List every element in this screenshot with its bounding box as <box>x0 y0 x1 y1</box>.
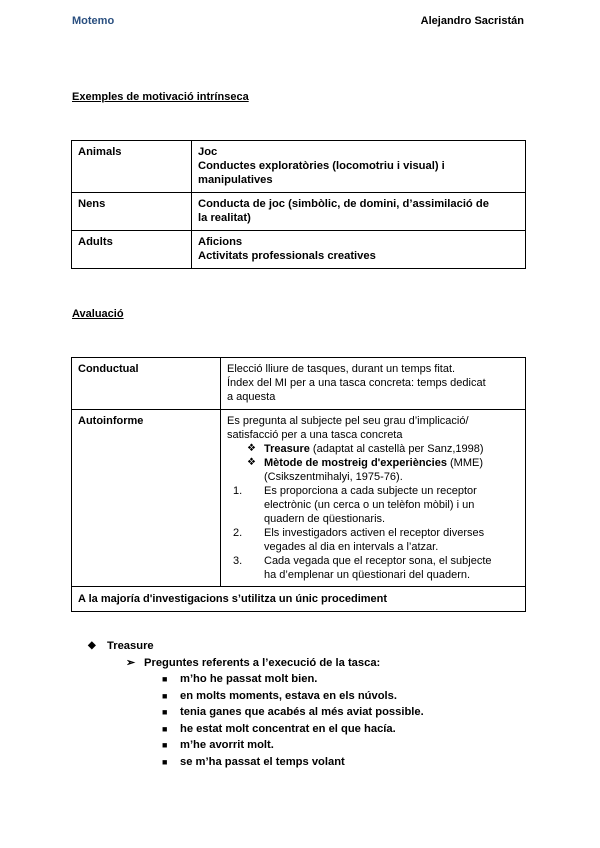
cell-line: Conducta de joc (simbòlic, de domini, d’assimilació de <box>198 198 489 210</box>
step-number: 3. <box>233 555 243 567</box>
row-label: Adults <box>72 231 192 269</box>
list-item <box>88 737 424 754</box>
step-line: Cada vegada que el receptor sona, el subjecte <box>264 555 492 567</box>
cell-line: a aquesta <box>227 391 276 403</box>
table-footer-note: A la majoría d'investigacions s’utilitza un únic procediment <box>72 587 526 612</box>
square-bullet-icon: ■ <box>162 707 168 717</box>
cell-line: satisfacció per a una tasca concreta <box>227 429 403 441</box>
outline-level1-label: Treasure <box>107 640 154 652</box>
step-line: electrònic (un cerca o un telèfon mòbil) i un <box>264 499 475 511</box>
cell-line: Conductes exploratòries (locomotriu i visual) i <box>198 160 445 172</box>
question-text: se m’ha passat el temps volant <box>180 755 345 768</box>
table-row <box>72 141 526 193</box>
question-text: tenia ganes que acabés al més aviat possible. <box>180 706 424 718</box>
outline-level2-label: Preguntes referents a l’execució de la tasca: <box>144 656 381 669</box>
step-number: 1. <box>233 485 243 497</box>
steps-list <box>227 484 520 582</box>
list-item <box>88 704 424 721</box>
row-label: Conductual <box>72 358 221 410</box>
table-row <box>72 587 526 612</box>
row-content <box>221 358 526 410</box>
question-text: m’he avorrit molt. <box>180 739 274 751</box>
row-content <box>221 410 526 587</box>
method-name: Mètode de mostreig d'experiències <box>264 457 447 469</box>
diamond-bullet-icon: ❖ <box>247 443 256 454</box>
cell-line: manipulatives <box>198 174 273 186</box>
cell-line: Elecció lliure de tasques, durant un temps fitat. <box>227 363 456 375</box>
evaluation-table <box>71 357 526 612</box>
step-line: Els investigadors activen el receptor diverses <box>264 527 485 539</box>
arrow-bullet-icon: ➢ <box>126 656 136 669</box>
diamond-bullet-icon: ❖ <box>247 457 256 468</box>
square-bullet-icon: ■ <box>162 690 168 701</box>
step-number: 2. <box>233 527 243 539</box>
method-detail: (adaptat al castellà per Sanz,1998) <box>309 443 484 455</box>
row-content <box>192 231 526 269</box>
question-text: en molts moments, estava en els núvols. <box>180 689 397 702</box>
method-list <box>227 442 520 484</box>
step-line: quadern de qüestionaris. <box>264 513 386 525</box>
list-item <box>227 554 520 582</box>
cell-line: Activitats professionals creatives <box>198 250 376 262</box>
row-content <box>192 193 526 231</box>
list-item <box>88 721 424 738</box>
table-row <box>72 231 526 269</box>
square-bullet-icon: ■ <box>162 756 168 767</box>
step-line: ha d’emplenar un qüestionari del quadern. <box>264 569 471 581</box>
method-citation: (Csikszentmihalyi, 1975-76). <box>264 471 403 483</box>
row-label: Nens <box>72 193 192 231</box>
question-text: he estat molt concentrat en el que hacía. <box>180 722 396 735</box>
cell-line: Índex del MI per a una tasca concreta: temps dedicat <box>227 377 486 389</box>
row-label: Autoinforme <box>72 410 221 587</box>
step-line: Es proporciona a cada subjecte un receptor <box>264 485 477 497</box>
table-row <box>72 410 526 587</box>
step-line: vegades al dia en intervals a l’atzar. <box>264 541 439 553</box>
list-item <box>227 442 520 456</box>
method-detail: (MME) <box>446 457 483 469</box>
row-label: Animals <box>72 141 192 193</box>
cell-line: Joc <box>198 146 218 158</box>
header-author: Alejandro Sacristán <box>420 15 524 27</box>
list-item <box>227 526 520 554</box>
list-item <box>88 671 424 688</box>
diamond-bullet-icon: ◆ <box>88 640 96 651</box>
list-item <box>88 754 424 771</box>
square-bullet-icon: ■ <box>162 674 168 684</box>
section-title-avaluacio: Avaluació <box>72 308 124 320</box>
examples-table <box>71 140 526 269</box>
outline-level1 <box>88 638 424 655</box>
list-item <box>227 484 520 526</box>
method-name: Treasure <box>264 443 310 455</box>
square-bullet-icon: ■ <box>162 723 168 734</box>
table-row <box>72 193 526 231</box>
list-item <box>88 688 424 705</box>
list-item <box>227 456 520 484</box>
outline-level2 <box>88 655 424 672</box>
cell-line: Es pregunta al subjecte pel seu grau d’implicació/ <box>227 415 469 427</box>
question-text: m’ho he passat molt bien. <box>180 673 318 685</box>
square-bullet-icon: ■ <box>162 740 168 750</box>
treasure-outline <box>88 638 424 770</box>
header-course: Motemo <box>72 15 115 27</box>
section-title-exemples: Exemples de motivació intrínseca <box>72 91 249 103</box>
cell-line: Aficions <box>198 236 243 248</box>
table-row <box>72 358 526 410</box>
row-content <box>192 141 526 193</box>
cell-line: la realitat) <box>198 212 251 224</box>
